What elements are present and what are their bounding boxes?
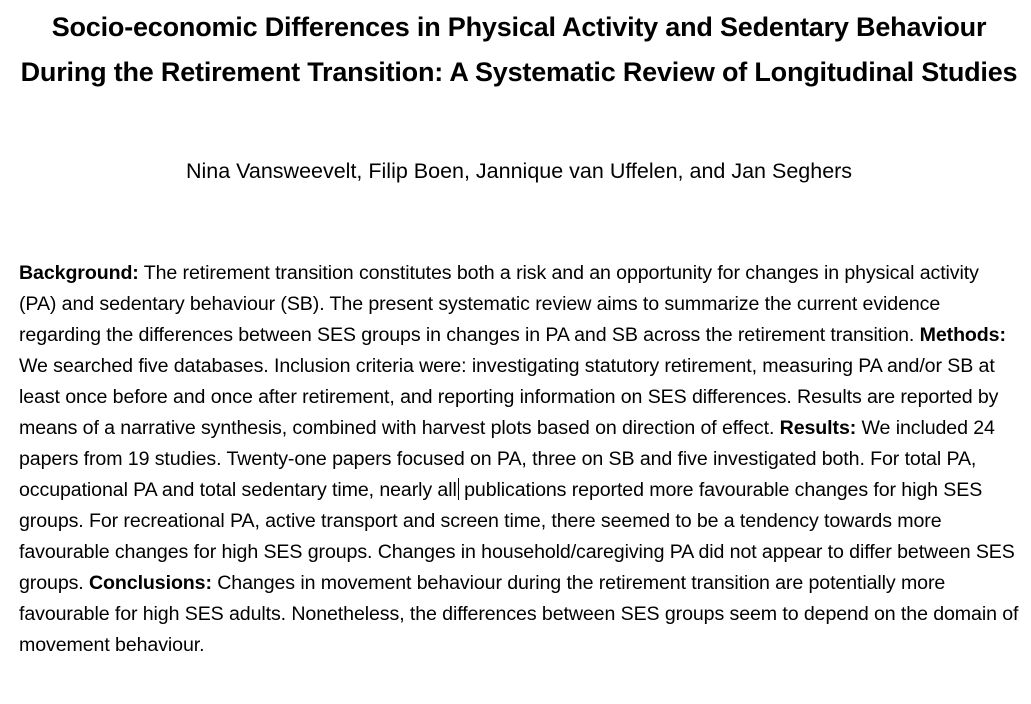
results-text-part-1: We included 24 papers from 19 studies. Twenty-one papers focused on PA, three on SB and five investigated both. For total PA, occupational PA and total sedentary time, nearly all <box>19 417 995 501</box>
methods-heading: Methods: <box>919 324 1006 346</box>
conclusions-text: Changes in movement behaviour during the retirement transition are potentially more favourable for high SES adults. Nonetheless, the differences between SES groups seem to depend on the domain of movement behaviour. <box>19 572 1019 656</box>
methods-text: We searched five databases. Inclusion criteria were: investigating statutory retirement, measuring PA and/or SB at least once before and once after retirement, and reporting information on SES differences. Results are reported by means of a narrative synthesis, combined with harvest plots based on direction of effect. <box>19 355 999 439</box>
background-text: The retirement transition constitutes both a risk and an opportunity for changes in physical activity (PA) and sedentary behaviour (SB). The present systematic review aims to summarize the current evidence regarding the differences between SES groups in changes in PA and SB across the retirement transition. <box>19 262 979 346</box>
results-heading: Results: <box>779 417 857 439</box>
results-text-part-2: publications reported more favourable changes for high SES groups. For recreational PA, active transport and screen time, there seemed to be a tendency towards more favourable changes for high SES groups. Changes in household/caregiving PA did not appear to differ between SES groups. <box>19 479 1015 594</box>
abstract-body[interactable] <box>19 258 1021 661</box>
background-heading: Background: <box>19 262 139 284</box>
conclusions-heading: Conclusions: <box>89 572 212 594</box>
paper-title: Socio-economic Differences in Physical Activity and Sedentary Behaviour During the Retirement Transition: A Systematic Review of Longitudinal Studies <box>20 12 1018 87</box>
author-list: Nina Vansweevelt, Filip Boen, Jannique van Uffelen, and Jan Seghers <box>185 159 853 183</box>
